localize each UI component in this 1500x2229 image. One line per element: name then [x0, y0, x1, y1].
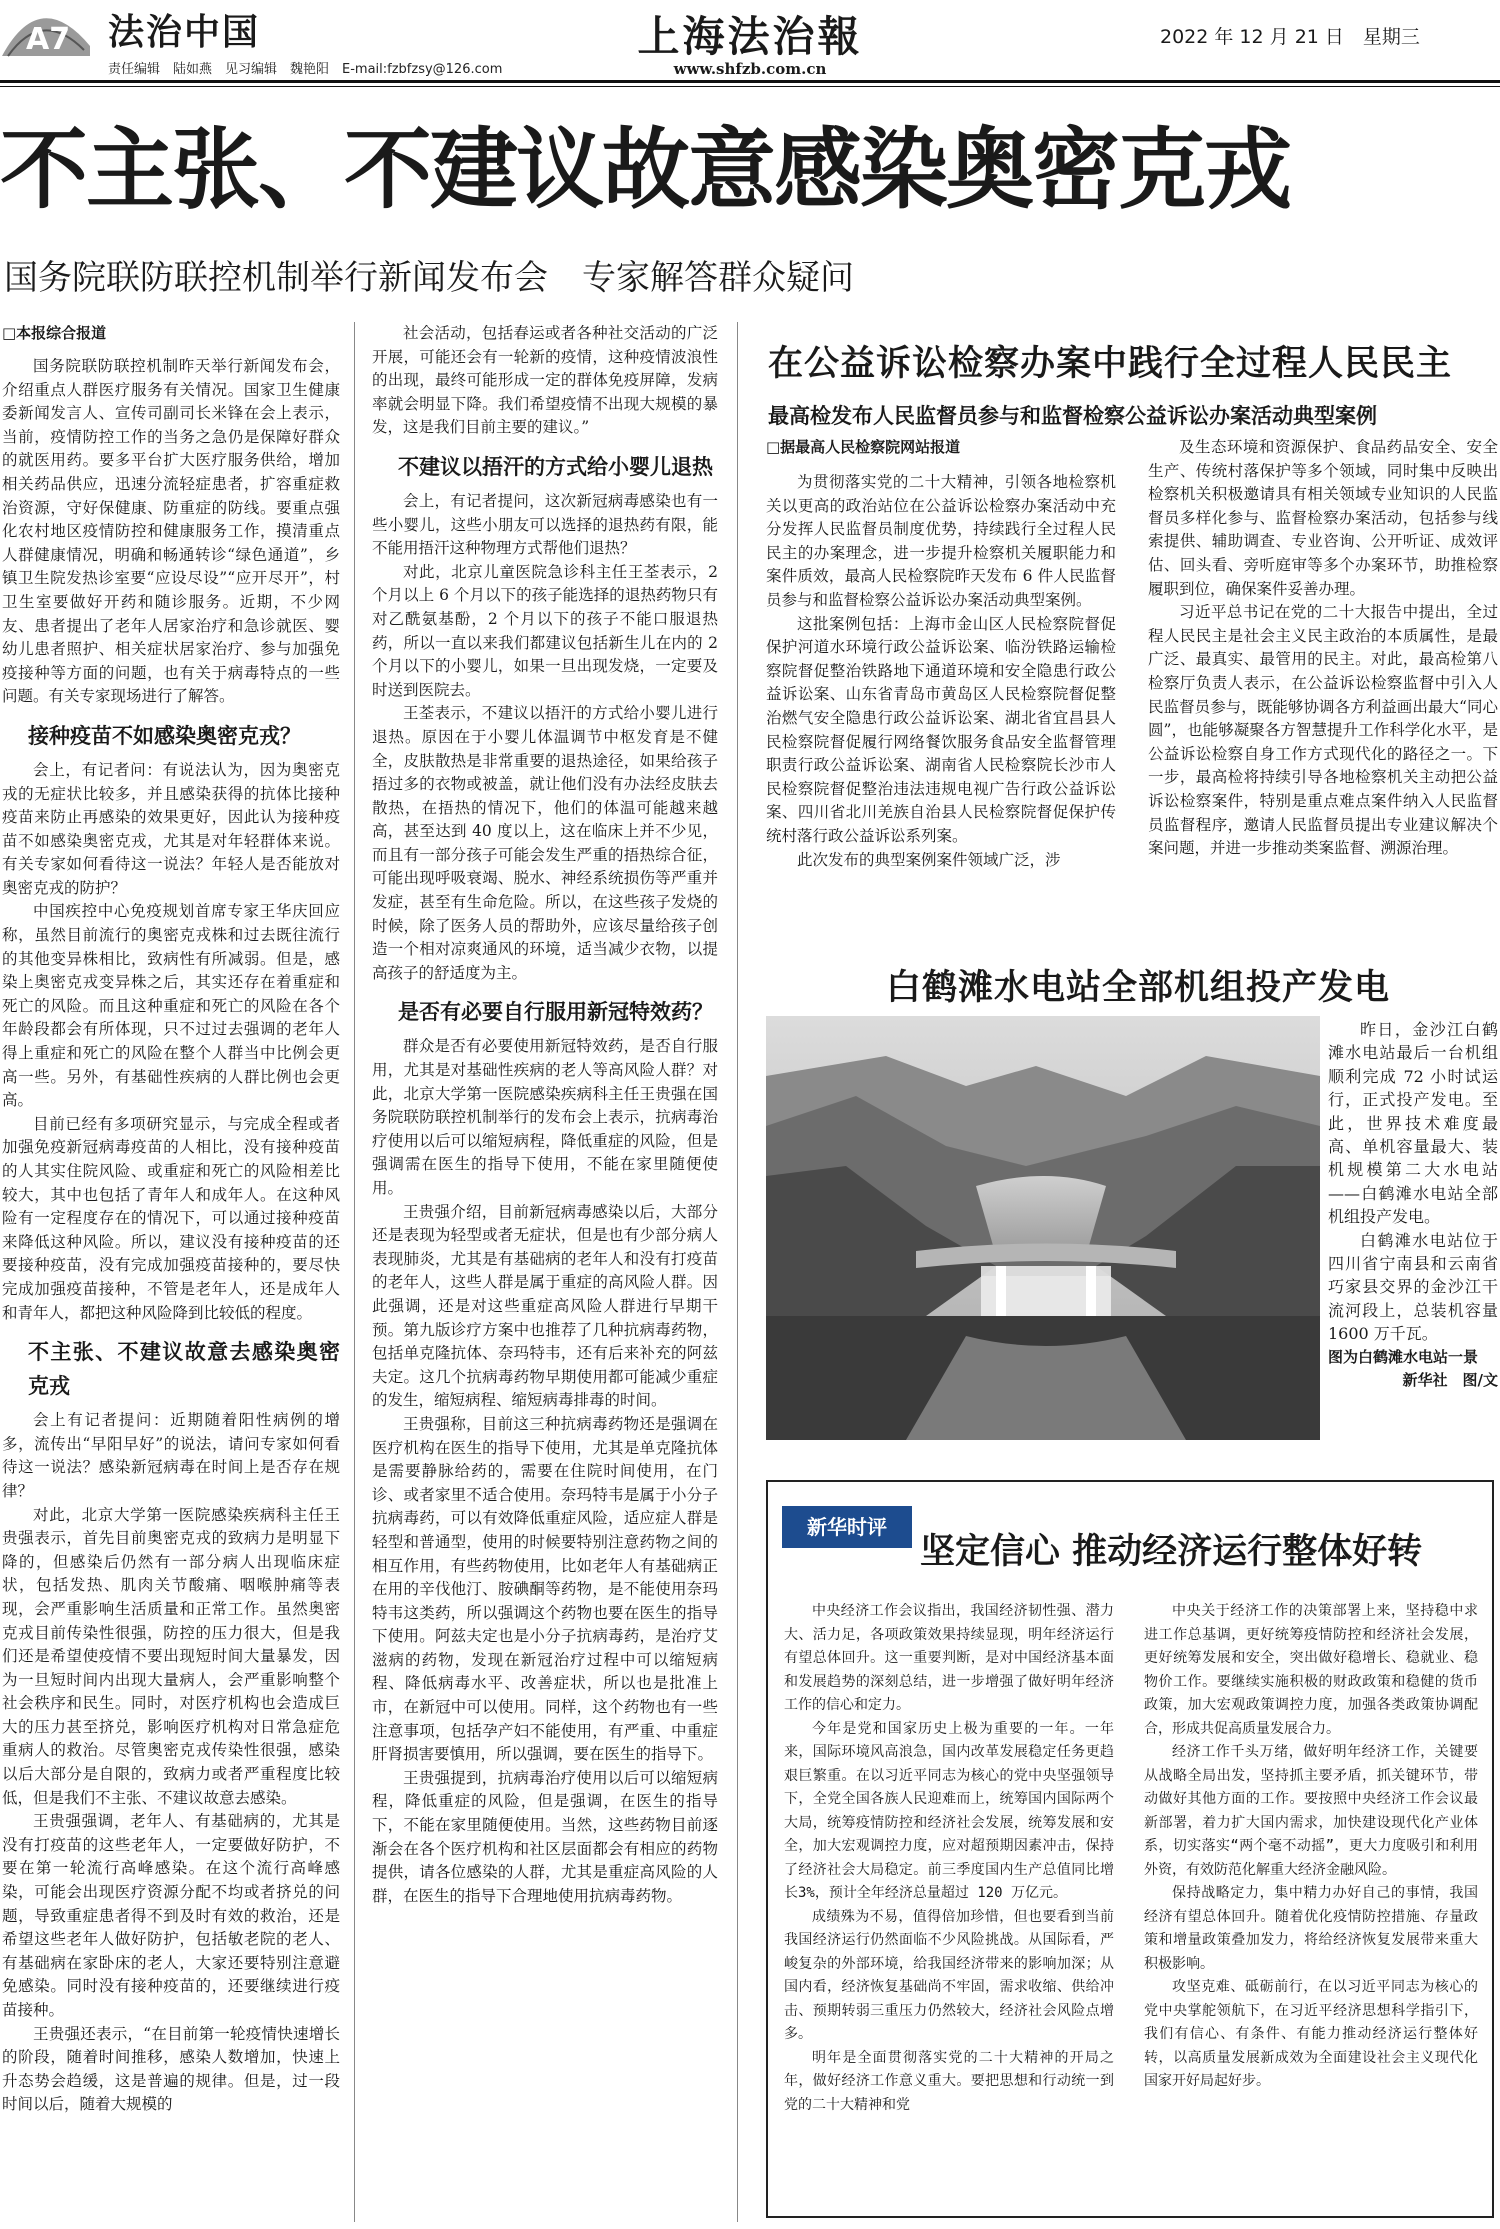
- commentary-headline: 坚定信心 推动经济运行整体好转: [920, 1532, 1423, 1572]
- section-heading: 不建议以捂汗的方式给小婴儿退热: [398, 454, 713, 479]
- paragraph: 王贵强提到，抗病毒治疗使用以后可以缩短病程，降低重症的风险，但是强调，在医生的指导下，不能在家里随便使用。当然，这些药物目前逐渐会在各个医疗机构和社区层面都会有相应的药物提供，请各位感染的人群，尤其是重症高风险的人群，在医生的指导下合理地使用抗病毒药物。: [372, 1768, 718, 1905]
- hydro-headline: 白鹤滩水电站全部机组投产发电: [886, 968, 1391, 1008]
- paragraph: 中国疾控中心免疫规划首席专家王华庆回应称，虽然目前流行的奥密克戎株和过去既往流行的其他变异株相比，致病性有所减弱。但是，感染上奥密克戎变异株之后，其实还存在着重症和死亡的风险。而且这种重症和死亡的风险在各个年龄段都会有所体现，只不过过去强调的老年人得上重症和死亡的风险在整个人群当中比例会更高一些。另外，有基础性疾病的人群比例也会更高。: [2, 902, 340, 1110]
- photo-caption: 图为白鹤滩水电站一景: [1328, 1347, 1479, 1366]
- paragraph: 白鹤滩水电站位于四川省宁南县和云南省巧家县交界的金沙江干流河段上，总装机容量 1600 万千瓦。: [1328, 1230, 1498, 1344]
- paragraph: 对此，北京大学第一医院感染疾病科主任王贵强表示，首先目前奥密克戎的致病力是明显下降的，但感染后仍然有一部分病人出现临床症状，包括发热、肌肉关节酸痛、咽喉肿痛等表现，会严重影响生活质量和正常工作。虽然奥密克戎目前传染性很强，防控的压力很大，但是我们还是希望使疫情不要出现短时间大量暴发，因为一旦短时间内出现大量病人，会严重影响整个社会秩序和民生。同时，对医疗机构也会造成巨大的压力甚至挤兑，影响医疗机构对日常急症危重病人的救治。尽管奥密克戎传染性很强，感染以后大部分是自限的，致病力或者严重程度比较低，但是我们不主张、不建议故意去感染。: [2, 1505, 340, 1807]
- paragraph: 攻坚克难、砥砺前行，在以习近平同志为核心的党中央掌舵领航下，在习近平经济思想科学指引下，我们有信心、有条件、有能力推动经济运行整体好转，以高质量发展新成效为全面建设社会主义现代化国家开好局起好步。: [1144, 1979, 1478, 2089]
- masthead-rule: [0, 80, 1500, 83]
- paragraph: 会上，有记者提问，这次新冠病毒感染也有一些小婴儿，这些小朋友可以选择的退热药有限，能不能用捂汗这种物理方式帮他们退热？: [372, 491, 718, 558]
- paragraph: 群众是否有必要使用新冠特效药，是否自行服用，尤其是对基础性疾病的老人等高风险人群？对此，北京大学第一医院感染疾病科主任王贵强在国务院联防联控机制举行的发布会上表示，抗病毒治疗使用以后可以缩短病程，降低重症的风险，但是强调需在医生的指导下使用，不能在家里随便使用。: [372, 1037, 718, 1197]
- newspaper-url: www.shfzb.com.cn: [673, 60, 827, 78]
- paragraph: 成绩殊为不易，值得倍加珍惜，但也要看到当前我国经济运行仍然面临不少风险挑战。从国际看，严峻复杂的外部环境，给我国经济带来的影响加深；从国内看，经济恢复基础尚不牢固，需求收缩、供给冲击、预期转弱三重压力仍然较大，经济社会风险点增多。: [784, 1908, 1114, 2042]
- paragraph: 中央关于经济工作的决策部署上来，坚持稳中求进工作总基调，更好统筹疫情防控和经济社会发展，更好统筹发展和安全，突出做好稳增长、稳就业、稳物价工作。要继续实施积极的财政政策和稳健的货币政策，加大宏观政策调控力度，加强各类政策协调配合，形成共促高质量发展合力。: [1144, 1603, 1478, 1737]
- section-heading: 不主张、不建议故意去感染奥密克戎: [28, 1340, 340, 1399]
- main-subheadline: 国务院联防联控机制举行新闻发布会 专家解答群众疑问: [4, 258, 854, 298]
- paragraph: 会上，有记者问：有说法认为，因为奥密克戎的无症状比较多，并且感染获得的抗体比接种疫苗来防止再感染的效果更好，因此认为接种疫苗不如感染奥密克戎，尤其是对年轻群体来说。有关专家如何看待这一说法？年轻人是否能放对奥密克戎的防护？: [2, 760, 340, 897]
- paragraph: 中央经济工作会议指出，我国经济韧性强、潜力大、活力足，各项政策效果持续显现，明年经济运行有望总体回升。这一重要判断，是对中国经济基本面和发展趋势的深刻总结，进一步增强了做好明年经济工作的信心和定力。: [784, 1603, 1114, 1713]
- paragraph: 习近平总书记在党的二十大报告中提出，全过程人民民主是社会主义民主政治的本质属性，是最广泛、最真实、最管用的民主。对此，最高检第八检察厅负责人表示，在公益诉讼检察监督中引入人民监督员参与，既能够协调各方利益画出最大“同心圆”，也能够凝聚各方智慧提升工作科学化水平，是公益诉讼检察自身工作方式现代化的路径之一。下一步，最高检将持续引导各地检察机关主动把公益诉讼检察案件，特别是重点难点案件纳入人民监督员监督程序，邀请人民监督员提出专业建议解决个案问题，并进一步推动类案监督、溯源治理。: [1148, 603, 1498, 858]
- column-rule: [354, 322, 355, 2222]
- dam-photo: [766, 1016, 1320, 1440]
- main-byline: □本报综合报道: [2, 324, 107, 342]
- procuratorate-column-2: [1148, 436, 1498, 936]
- procuratorate-byline: □据最高人民检察院网站报道: [766, 438, 961, 456]
- paragraph: 王贵强强调，老年人、有基础病的，尤其是没有打疫苗的这些老年人，一定要做好防护，不要在第一轮流行高峰感染。在这个流行高峰感染，可能会出现医疗资源分配不均或者挤兑的问题，导致重症患者得不到及时有效的救治，还是希望这些老年人做好防护，包括敏老院的老人、有基础病在家卧床的老人，大家还要特别注意避免感染。同时没有接种疫苗的，还要继续进行疫苗接种。: [2, 1812, 340, 2019]
- paragraph: 今年是党和国家历史上极为重要的一年。一年来，国际环境风高浪急，国内改革发展稳定任务更趋艰巨繁重。在以习近平同志为核心的党中央坚强领导下，全党全国各族人民迎难而上，统筹国内国际两个大局，统筹疫情防控和经济社会发展，统筹发展和安全，加大宏观调控力度，应对超预期因素冲击，保持了经济社会大局稳定。前三季度国内生产总值同比增长3%，预计全年经济总量超过 120 万亿元。: [784, 1720, 1114, 1901]
- page-number: A7: [26, 22, 71, 57]
- paragraph: 这批案例包括：上海市金山区人民检察院督促保护河道水环境行政公益诉讼案、临汾铁路运输检察院督促整治铁路地下通道环境和安全隐患行政公益诉讼案、山东省青岛市黄岛区人民检察院督促整治燃气安全隐患行政公益诉讼案、湖北省宜昌县人民检察院督促履行网络餐饮服务食品安全监督管理职责行政公益诉讼案、湖南省人民检察院长沙市人民检察院督促整治违法违规电视广告行政公益诉讼案、四川省北川羌族自治县人民检察院督促保护传统村落行政公益诉讼系列案。: [766, 614, 1116, 845]
- paragraph: 及生态环境和资源保护、食品药品安全、安全生产、传统村落保护等多个领域，同时集中反映出检察机关积极邀请具有相关领域专业知识的人民监督员多样化参与、监督检察办案活动，包括参与线索提供、辅助调查、专业咨询、公开听证、成效评估、回头看、旁听庭审等多个办案环节，助推检察履职到位，确保案件妥善办理。: [1148, 438, 1498, 598]
- paragraph: 昨日，金沙江白鹤滩水电站最后一台机组顺利完成 72 小时试运行，正式投产发电。至此，世界技术难度最高、单机容量最大、装机规模第二大水电站——白鹤滩水电站全部机组投产发电。: [1328, 1020, 1498, 1227]
- paragraph: 此次发布的典型案例案件领域广泛，涉: [797, 850, 1061, 869]
- procuratorate-subheadline: 最高检发布人民监督员参与和监督检察公益诉讼办案活动典型案例: [768, 404, 1377, 428]
- paragraph: 国务院联防联控机制昨天举行新闻发布会，介绍重点人群医疗服务有关情况。国家卫生健康委新闻发言人、宣传司副司长米锋在会上表示，当前，疫情防控工作的当务之急仍是保障好群众的就医用药。要多平台扩大医疗服务供给，增加相关药品供应，迅速分流轻症患者，扩容重症救治资源，守好保健康、防重症的防线。要重点强化农村地区疫情防控和健康服务工作，摸清重点人群健康情况，明确和畅通转诊“绿色通道”，乡镇卫生院发热诊室要“应设尽设”“应开尽开”，村卫生室要做好开药和随诊服务。近期，不少网友、患者提出了老年人居家治疗和急诊就医、婴幼儿患者照护、相关症状居家治疗、参与加强免疫接种等方面的问题，也有关于病毒特点的一些问题。有关专家现场进行了解答。: [2, 357, 340, 706]
- main-article-column-2: [372, 322, 718, 2222]
- paragraph: 目前已经有多项研究显示，与完成全程或者加强免疫新冠病毒疫苗的人相比，没有接种疫苗的人其实住院风险、或重症和死亡的风险相差比较大，其中也包括了青年人和成年人。在这种风险有一定程度存在的情况下，可以通过接种疫苗来降低这种风险。所以，建议没有接种疫苗的还要接种疫苗，没有完成加强疫苗接种的，要尽快完成加强疫苗接种，不管是老年人，还是成年人和青年人，都把这种风险降到比较低的程度。: [2, 1114, 340, 1322]
- issue-date: 2022 年 12 月 21 日 星期三: [1160, 26, 1420, 48]
- editors-line: 责任编辑 陆如燕 见习编辑 魏艳阳 E-mail:fzbfzsy@126.com: [108, 62, 503, 77]
- commentary-tag: 新华时评: [782, 1506, 912, 1548]
- main-headline: 不主张、不建议故意感染奥密克戎: [0, 118, 1291, 221]
- commentary-column-2: [1144, 1600, 1478, 2210]
- section-heading: 接种疫苗不如感染奥密克戎？: [28, 723, 301, 748]
- commentary-column-1: [784, 1600, 1114, 2210]
- newspaper-logo: 上海法治報: [637, 12, 863, 61]
- main-article-column-1: [2, 322, 340, 2222]
- section-heading: 是否有必要自行服用新冠特效药？: [398, 1000, 713, 1025]
- paragraph: 为贯彻落实党的二十大精神，引领各地检察机关以更高的政治站位在公益诉讼检察办案活动中充分发挥人民监督员制度优势，持续践行全过程人民民主的办案理念，进一步提升检察机关履职能力和案件质效，最高人民检察院昨天发布 6 件人民监督员参与和监督检察公益诉讼办案活动典型案例。: [766, 473, 1116, 609]
- section-title: 法治中国: [108, 12, 261, 53]
- photo-credit: 新华社 图/文: [1402, 1371, 1498, 1390]
- paragraph: 王贵强还表示，“在目前第一轮疫情快速增长的阶段，随着时间推移，感染人数增加，快速上升态势会趋缓，这是普遍的规律。但是，过一段时间以后，随着大规模的: [2, 2024, 340, 2114]
- paragraph: 王荃表示，不建议以捂汗的方式给小婴儿进行退热。原因在于小婴儿体温调节中枢发育是不健全，皮肤散热是非常重要的退热途径，如果给孩子捂过多的衣物或被盖，就让他们没有办法经皮肤去散热，在捂热的情况下，他们的体温可能越来越高，甚至达到 40 度以上，这在临床上并不少见，而且有一部分孩子可能会发生严重的捂热综合征，可能出现呼吸衰竭、脱水、神经系统损伤等严重并发症，甚至有生命危险。所以，在这些孩子发烧的时候，除了医务人员的帮助外，应该尽量给孩子创造一个相对凉爽通风的环境，适当减少衣物，以提高孩子的舒适度为主。: [372, 704, 718, 982]
- paragraph: 明年是全面贯彻落实党的二十大精神的开局之年，做好经济工作意义重大。要把思想和行动统一到党的二十大精神和党: [784, 2049, 1114, 2113]
- procuratorate-headline: 在公益诉讼检察办案中践行全过程人民民主: [768, 344, 1453, 384]
- column-rule: [737, 322, 738, 2222]
- paragraph: 王贵强介绍，目前新冠病毒感染以后，大部分还是表现为轻型或者无症状，但是也有少部分病人表现肺炎，尤其是有基础病的老年人和没有打疫苗的老年人，这些人群是属于重症的高风险人群。因此强调，还是对这些重症高风险人群进行早期干预。第九版诊疗方案中也推荐了几种抗病毒药物，包括单克隆抗体、奈玛特韦，还有后来补充的阿兹夫定。这几个抗病毒药物早期使用都可能减少重症的发生，缩短病程、缩短病毒排毒的时间。: [372, 1202, 718, 1410]
- paragraph: 经济工作千头万绪，做好明年经济工作，关键要从战略全局出发，坚持抓主要矛盾，抓关键环节，带动做好其他方面的工作。要按照中央经济工作会议最新部署，着力扩大国内需求，加快建设现代化产业体系，切实落实“两个毫不动摇”，更大力度吸引和利用外资，有效防范化解重大经济金融风险。: [1144, 1744, 1478, 1878]
- paragraph: 王贵强称，目前这三种抗病毒药物还是强调在医疗机构在医生的指导下使用，尤其是单克隆抗体是需要静脉给药的，需要在住院时间使用，在门诊、或者家里不适合使用。奈玛特韦是属于小分子抗病毒药，可以有效降低重症风险，适应症人群是轻型和普通型，使用的时候要特别注意药物之间的相互作用，有些药物使用，比如老年人有基础病正在用的辛伐他汀、胺碘酮等药物，是不能使用奈玛特韦这类药，所以强调这个药物也要在医生的指导下使用。阿兹夫定也是小分子抗病毒药，是治疗艾滋病的药物，发现在新冠治疗过程中可以缩短病程、降低病毒水平、改善症状，所以也是批准上市，在新冠中可以使用。同样，这个药物也有一些注意事项，包括孕产妇不能使用，有严重、中重症肝肾损害要慎用，所以强调，要在医生的指导下。: [372, 1414, 718, 1764]
- paragraph: 对此，北京儿童医院急诊科主任王荃表示，2 个月以上 6 个月以下的孩子能选择的退热药物只有对乙酰氨基酚，2 个月以下的孩子不能口服退热药，所以一直以来我们都建议包括新生儿在内的 2 个月以下的小婴儿，如果一旦出现发烧，一定要及时送到医院去。: [372, 562, 718, 699]
- procuratorate-column-1: [766, 436, 1116, 936]
- paragraph: 社会活动，包括春运或者各种社交活动的广泛开展，可能还会有一轮新的疫情，这种疫情波浪性的出现，最终可能形成一定的群体免疫屏障，发病率就会明显下降。我们希望疫情不出现大规模的暴发，这是我们目前主要的建议。”: [372, 324, 718, 437]
- masthead-rule-thin: [0, 86, 1500, 87]
- hydro-caption: [1328, 1018, 1498, 1458]
- paragraph: 保持战略定力，集中精力办好自己的事情，我国经济有望总体回升。随着优化疫情防控措施、存量政策和增量政策叠加发力，将给经济恢复发展带来重大积极影响。: [1144, 1885, 1478, 1972]
- paragraph: 会上有记者提问：近期随着阳性病例的增多，流传出“早阳早好”的说法，请问专家如何看待这一说法？感染新冠病毒在时间上是否存在规律？: [2, 1411, 340, 1500]
